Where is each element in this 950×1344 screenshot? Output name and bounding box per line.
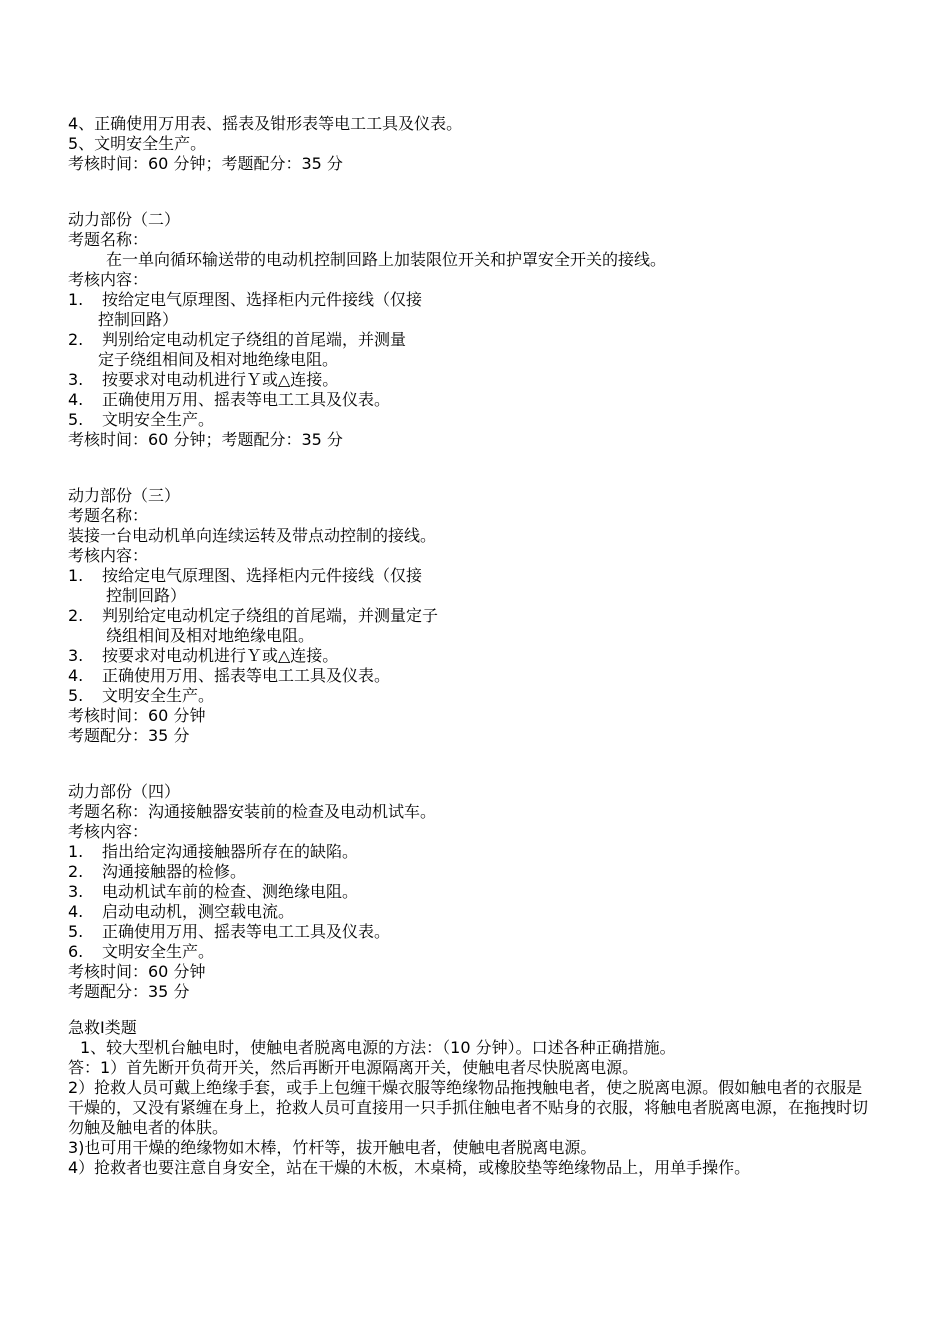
exam-score: 考题配分：35 分: [68, 726, 190, 745]
name-label: 考题名称：: [68, 506, 149, 525]
list-item: 1. 按给定电气原理图、选择柜内元件接线（仅接: [68, 290, 423, 309]
top-exam-time: 考核时间：60 分钟；考题配分：35 分: [68, 154, 343, 173]
list-item: 3. 按要求对电动机进行Ｙ或△连接。: [68, 646, 339, 665]
exam-score: 考题配分：35 分: [68, 982, 190, 1001]
section-title: 动力部份（二）: [68, 210, 181, 229]
list-item: 4. 启动电动机，测空载电流。: [68, 902, 295, 921]
list-item: 4. 正确使用万用、摇表等电工工具及仪表。: [68, 666, 391, 685]
section-3: [68, 486, 888, 746]
list-item: 5. 正确使用万用、摇表等电工工具及仪表。: [68, 922, 391, 941]
section-4: [68, 782, 888, 1002]
list-item-cont: 定子绕组相间及相对地绝缘电阻。: [98, 350, 339, 369]
question: 1、较大型机台触电时，使触电者脱离电源的方法：（10 分钟）。口述各种正确措施。: [80, 1038, 676, 1057]
exam-name: 装接一台电动机单向连续运转及带点动控制的接线。: [68, 526, 437, 545]
document-page: [68, 114, 888, 1178]
list-item: 6. 文明安全生产。: [68, 942, 215, 961]
exam-time: 考核时间：60 分钟: [68, 706, 206, 725]
list-item: 1. 指出给定沟通接触器所存在的缺陷。: [68, 842, 359, 861]
section-first-aid: [68, 1018, 888, 1178]
list-item: 1. 按给定电气原理图、选择柜内元件接线（仅接: [68, 566, 423, 585]
answer-2: 2）抢救人员可戴上绝缘手套，或手上包缠干燥衣服等绝缘物品拖拽触电者，使之脱离电源。假如触电者的衣服是干燥的，又没有紧缠在身上，抢救人员可直接用一只手抓住触电者不贴身的衣服，将触电者脱离电源，在拖拽时切勿触及触电者的体肤。: [68, 1078, 869, 1137]
list-item-cont: 控制回路）: [98, 310, 179, 329]
list-item: 3. 电动机试车前的检查、测绝缘电阻。: [68, 882, 359, 901]
top-line-5: 5、文明安全生产。: [68, 134, 207, 153]
list-item: 5. 文明安全生产。: [68, 686, 215, 705]
list-item-cont: 控制回路）: [106, 586, 187, 605]
content-label: 考核内容：: [68, 822, 149, 841]
exam-time: 考核时间：60 分钟: [68, 962, 206, 981]
section-2: [68, 210, 888, 450]
answer-1: 答：1）首先断开负荷开关，然后再断开电源隔离开关，使触电者尽快脱离电源。: [68, 1058, 639, 1077]
list-item: 4. 正确使用万用、摇表等电工工具及仪表。: [68, 390, 391, 409]
content-label: 考核内容：: [68, 270, 149, 289]
list-item: 2. 判别给定电动机定子绕组的首尾端，并测量定子: [68, 606, 439, 625]
list-item: 2. 判别给定电动机定子绕组的首尾端，并测量: [68, 330, 407, 349]
exam-footer: 考核时间：60 分钟；考题配分：35 分: [68, 430, 343, 449]
section-title: 动力部份（三）: [68, 486, 181, 505]
answer-3: 3)也可用干燥的绝缘物如木棒，竹杆等，拔开触电者，使触电者脱离电源。: [68, 1138, 597, 1157]
top-line-4: 4、正确使用万用表、摇表及钳形表等电工工具及仪表。: [68, 114, 463, 133]
list-item: 2. 沟通接触器的检修。: [68, 862, 247, 881]
exam-name: 在一单向循环输送带的电动机控制回路上加装限位开关和护罩安全开关的接线。: [106, 250, 667, 269]
list-item: 3. 按要求对电动机进行Ｙ或△连接。: [68, 370, 339, 389]
answer-4: 4）抢救者也要注意自身安全，站在干燥的木板，木桌椅，或橡胶垫等绝缘物品上，用单手操作。: [68, 1158, 751, 1177]
name-label: 考题名称：: [68, 230, 149, 249]
list-item: 5. 文明安全生产。: [68, 410, 215, 429]
list-item-cont: 绕组相间及相对地绝缘电阻。: [106, 626, 315, 645]
exam-name: 考题名称：沟通接触器安装前的检查及电动机试车。: [68, 802, 437, 821]
section-title: 急救Ⅰ类题: [68, 1018, 137, 1037]
content-label: 考核内容：: [68, 546, 149, 565]
section-title: 动力部份（四）: [68, 782, 181, 801]
